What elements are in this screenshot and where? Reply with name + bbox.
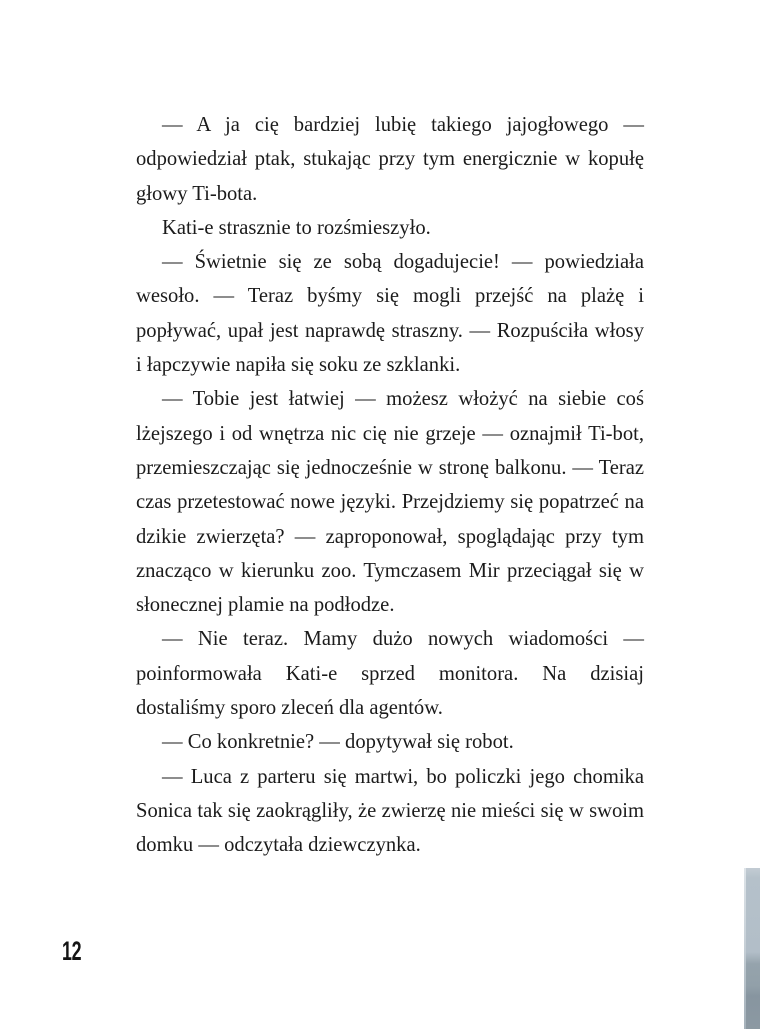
page-number: 12 — [62, 936, 82, 966]
edge-tab-decoration — [744, 868, 760, 1029]
paragraph: — A ja cię bardziej lubię takiego jajogłowego — odpowiedział ptak, stukając przy tym energicznie w kopułę głowy Ti-bota. — [136, 114, 644, 205]
paragraph: — Co konkretnie? — dopytywał się robot. — [162, 731, 514, 754]
edge-tab-highlight — [744, 868, 746, 1029]
paragraph: — Świetnie się ze sobą dogadujecie! — powiedziała wesoło. — Teraz byśmy się mogli przejść na plażę i popływać, upał jest naprawdę straszny. — Rozpuściła włosy i łapczywie napiła się soku ze szklanki. — [136, 251, 644, 377]
body-text-column — [136, 108, 644, 863]
paragraph: — Luca z parteru się martwi, bo policzki jego chomika Sonica tak się zaokrągliły, że zwierzę nie mieści się w swoim domku — odczytała dziewczynka. — [136, 765, 644, 857]
paragraph: — Nie teraz. Mamy dużo nowych wiadomości — poinformowała Kati-e sprzed monitora. Na dzisiaj dostaliśmy sporo zleceń dla agentów. — [136, 628, 644, 720]
paragraph: — Tobie jest łatwiej — możesz włożyć na siebie coś lżejszego i od wnętrza nic cię nie grzeje — oznajmił Ti-bot, przemieszczając się jednocześnie w stronę balkonu. — Teraz czas przetestować nowe języki. Przejdziemy się popatrzeć na dzikie zwierzęta? — zaproponował, spoglądając przy tym znacząco w kierunku zoo. Tymczasem Mir przeciągał się w słonecznej plamie na podłodze. — [136, 388, 644, 617]
paragraph: Kati-e strasznie to rozśmieszyło. — [162, 216, 431, 239]
